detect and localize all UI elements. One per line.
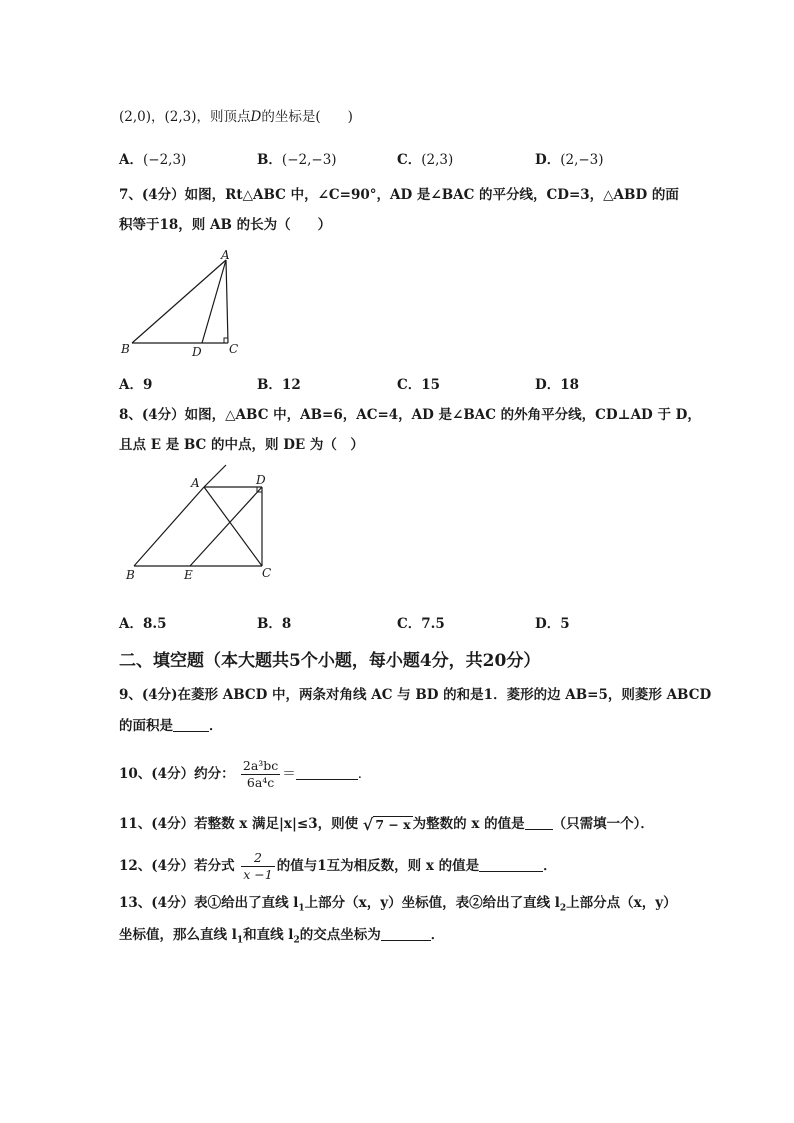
q6-options — [119, 148, 679, 170]
q8-label-b: B — [126, 568, 135, 582]
q6-option-d[interactable]: D．(2,−3) — [535, 152, 604, 168]
q8-extension-line — [204, 465, 226, 487]
q7-option-b[interactable]: B．12 — [257, 377, 301, 393]
q12-fraction — [241, 850, 274, 883]
q6-stem — [119, 107, 353, 127]
q8-segment-ac — [204, 487, 262, 566]
q12-denominator: x −1 — [243, 867, 273, 882]
q6-option-b[interactable]: B．(−2,−3) — [257, 152, 337, 168]
q12-stem: 12、(4分）若分式 $\frac{2}{x -1}$ 的值与1互为相反数，则 x 的值是 ． — [119, 850, 557, 882]
q7-option-c[interactable]: C．15 — [397, 377, 441, 393]
q7-stem-line1: 7、(4分）如图，Rt△ABC 中，∠C=90°，AD 是∠BAC 的平分线，CD=3，△ABD 的面 — [119, 187, 679, 203]
q7-stem-line2: 积等于18，则 AB 的长为（ ） — [119, 217, 332, 233]
q11-answer-blank[interactable] — [525, 815, 553, 830]
q11-radical: √ 7 − x — [362, 814, 411, 834]
q7-segment-ab — [132, 260, 226, 343]
q13-stem-line1: 13、(4分）表①给出了直线 $l_1$上部分（x，y）坐标值，表②给出了直线 $l_2$上部分点（x，y） — [119, 895, 677, 914]
q8-stem-line2: 且点 E 是 BC 的中点，则 DE 为（ ） — [119, 437, 364, 453]
q7-segment-ac — [226, 260, 228, 343]
q7-option-d[interactable]: D．18 — [535, 377, 580, 393]
q6-option-a[interactable]: A．(−2,3) — [119, 152, 187, 168]
q11-stem: 11、(4分）若整数 x 满足|x|≤3，则使 √ 7 − x 为整数的 x 的值是 （只需填一个）． — [119, 814, 654, 834]
q13-stem-line2: 坐标值，那么直线 $l_1$和直线 $l_2$的交点坐标为 ． — [119, 927, 445, 946]
q7-label-d: D — [192, 345, 202, 359]
q6-option-c[interactable]: C．(2,3) — [397, 152, 454, 168]
q8-label-a: A — [191, 476, 200, 490]
q7-option-a[interactable]: A．9 — [119, 377, 153, 393]
q10-denominator: 6a⁴c — [246, 775, 275, 790]
q10-stem: 10、(4分）约分： $\frac{\text{2a³bc}}{\text{6a⁴c}}$ ＝ ． — [119, 758, 372, 790]
q7-label-a: A — [221, 248, 230, 262]
q9-stem-line1: 9、(4分)在菱形 ABCD 中，两条对角线 AC 与 BD 的和是1．菱形的边 AB=5，则菱形 ABCD — [119, 687, 712, 703]
q8-option-d[interactable]: D．5 — [535, 616, 570, 632]
section-2-heading: 二、填空题（本大题共5个小题，每小题4分，共20分） — [119, 651, 541, 671]
q7-figure — [118, 248, 248, 363]
q8-segment-de — [190, 487, 262, 566]
q11-radicand: 7 − x — [375, 816, 411, 832]
q8-option-c[interactable]: C．7.5 — [397, 616, 445, 632]
q8-stem-line1: 8、(4分）如图，△ABC 中，AB=6，AC=4，AD 是∠BAC 的外角平分线，CD⊥AD 于 D， — [119, 407, 701, 423]
q13-answer-blank[interactable] — [381, 926, 431, 941]
q8-label-e: E — [184, 568, 193, 582]
q9-stem-line2: 的面积是 ． — [119, 718, 223, 734]
q7-label-c: C — [229, 342, 239, 356]
q8-option-b[interactable]: B．8 — [257, 616, 292, 632]
q12-numerator: 2 — [241, 850, 274, 867]
q12-answer-blank[interactable] — [479, 857, 543, 872]
q8-label-d: D — [256, 473, 266, 487]
q6-stem-start: (2,0)，(2,3)，则顶点 — [119, 109, 251, 125]
q8-segment-ab — [134, 487, 204, 566]
q7-label-b: B — [121, 342, 130, 356]
q8-label-c: C — [262, 566, 272, 580]
q9-answer-blank[interactable] — [173, 717, 209, 732]
q8-option-a[interactable]: A．8.5 — [119, 616, 167, 632]
q7-segment-ad — [202, 260, 226, 343]
q8-options — [119, 612, 679, 634]
q6-stem-end: 的坐标是( ) — [261, 109, 353, 125]
q10-fraction — [241, 758, 280, 791]
q7-options — [119, 373, 679, 395]
q6-stem-var: D — [250, 109, 262, 125]
q10-numerator: 2a³bc — [242, 758, 279, 773]
q10-answer-blank[interactable] — [296, 765, 358, 780]
q8-figure — [120, 462, 280, 587]
